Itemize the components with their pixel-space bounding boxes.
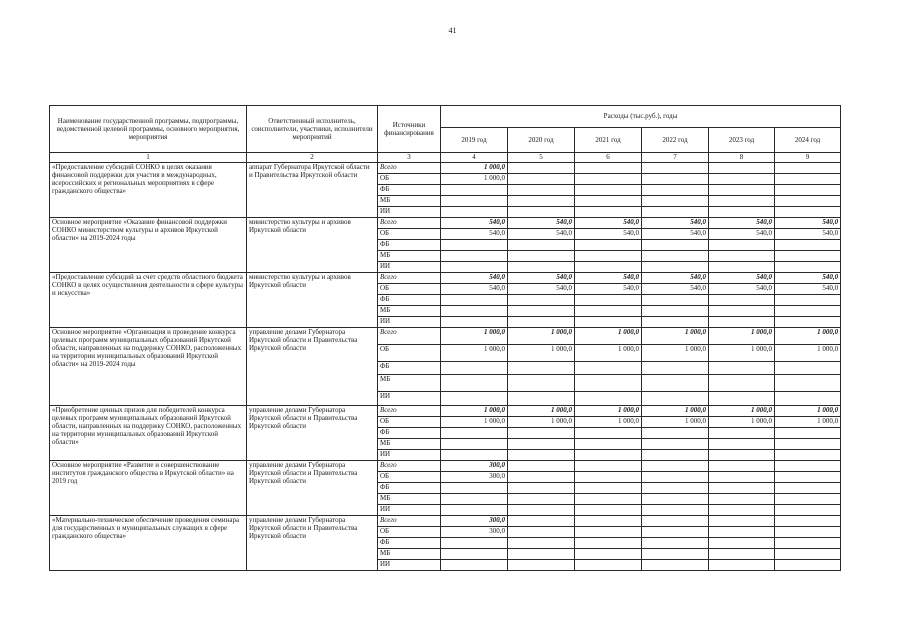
expense-value	[709, 240, 775, 251]
expense-value	[441, 549, 508, 560]
expense-value	[441, 306, 508, 317]
expense-value	[508, 317, 575, 328]
expense-value	[709, 450, 775, 461]
header-year: 2021 год	[575, 128, 642, 153]
expense-value	[775, 163, 841, 174]
expense-value	[508, 362, 575, 375]
expense-value	[508, 450, 575, 461]
expense-value	[642, 549, 709, 560]
expense-value: 540,0	[441, 229, 508, 240]
expense-value	[508, 251, 575, 262]
expense-value	[575, 428, 642, 439]
funding-source: ИИ	[378, 392, 441, 406]
funding-source: МБ	[378, 375, 441, 392]
expense-value	[642, 295, 709, 306]
expense-value: 300,0	[441, 461, 508, 472]
expense-value	[575, 185, 642, 196]
expense-value	[575, 375, 642, 392]
expense-value	[709, 174, 775, 185]
funding-source: ОБ	[378, 472, 441, 483]
expense-value: 540,0	[642, 229, 709, 240]
program-name: «Предоставление субсидий СОНКО в целях оказания финансовой поддержки для участия в международных, всероссийских и региональных мероприятиях в сфере гражданского общества»	[50, 163, 247, 218]
expense-value	[508, 295, 575, 306]
table-row	[50, 406, 841, 417]
header-year: 2020 год	[508, 128, 575, 153]
expense-value: 540,0	[775, 284, 841, 295]
column-number: 5	[508, 153, 575, 163]
program-name: «Приобретение ценных призов для победителей конкурса целевых программ муниципальных образований Иркутской области, направленных на поддержку СОНКО, расположенных на территории муниципальных образований Иркутской области»	[50, 406, 247, 461]
expense-value	[575, 392, 642, 406]
funding-source: ОБ	[378, 345, 441, 362]
expense-value	[775, 560, 841, 571]
expense-value	[575, 174, 642, 185]
expense-value	[575, 516, 642, 527]
funding-source: ФБ	[378, 362, 441, 375]
expense-value: 540,0	[441, 218, 508, 229]
funding-source: МБ	[378, 306, 441, 317]
expense-value	[642, 174, 709, 185]
table-row	[50, 163, 841, 174]
expense-value	[775, 472, 841, 483]
expense-value: 540,0	[575, 273, 642, 284]
expense-value: 1 000,0	[575, 417, 642, 428]
expense-value: 1 000,0	[709, 328, 775, 345]
expense-value	[709, 472, 775, 483]
expense-value	[709, 392, 775, 406]
header-name: Наименование государственной программы, подпрограммы, ведомственной целевой программы, основного мероприятия, мероприятия	[50, 106, 247, 153]
expense-value	[441, 439, 508, 450]
expense-value	[508, 560, 575, 571]
expense-value: 540,0	[508, 273, 575, 284]
funding-source: ФБ	[378, 185, 441, 196]
funding-source: ОБ	[378, 284, 441, 295]
expense-value	[575, 196, 642, 207]
executor-name: управление делами Губернатора Иркутской области и Правительства Иркутской области	[247, 406, 378, 461]
funding-source: Всего	[378, 163, 441, 174]
expense-value: 1 000,0	[575, 328, 642, 345]
expense-value	[709, 295, 775, 306]
expense-value	[775, 516, 841, 527]
expense-value	[775, 295, 841, 306]
expense-value	[709, 516, 775, 527]
expense-value	[775, 549, 841, 560]
expense-value: 1 000,0	[642, 417, 709, 428]
executor-name: управление делами Губернатора Иркутской области и Правительства Иркутской области	[247, 328, 378, 406]
expense-value	[775, 317, 841, 328]
expense-value	[775, 375, 841, 392]
expense-value	[575, 439, 642, 450]
funding-source: МБ	[378, 251, 441, 262]
header-year: 2023 год	[709, 128, 775, 153]
expense-value	[441, 251, 508, 262]
funding-source: ФБ	[378, 538, 441, 549]
expense-value	[441, 185, 508, 196]
funding-source: ФБ	[378, 295, 441, 306]
expense-value	[642, 317, 709, 328]
expense-value	[642, 240, 709, 251]
header-expenses: Расходы (тыс.руб.), годы	[441, 106, 841, 128]
expense-value	[709, 163, 775, 174]
expense-value	[575, 494, 642, 505]
funding-source: МБ	[378, 196, 441, 207]
column-number: 3	[378, 153, 441, 163]
funding-source: ОБ	[378, 174, 441, 185]
expense-value	[508, 207, 575, 218]
expense-value: 300,0	[441, 472, 508, 483]
expense-value	[575, 505, 642, 516]
expense-value: 540,0	[441, 273, 508, 284]
expense-value	[441, 362, 508, 375]
funding-source: ОБ	[378, 527, 441, 538]
expense-value	[642, 505, 709, 516]
expense-value	[642, 494, 709, 505]
expense-value	[508, 549, 575, 560]
expense-value	[709, 306, 775, 317]
expense-value: 1 000,0	[575, 406, 642, 417]
expense-value	[775, 174, 841, 185]
expense-value	[775, 251, 841, 262]
expense-value	[508, 375, 575, 392]
page-number: 41	[448, 26, 457, 35]
expense-value	[709, 251, 775, 262]
funding-source: МБ	[378, 549, 441, 560]
expense-value: 540,0	[441, 284, 508, 295]
expense-value	[441, 560, 508, 571]
expense-value	[709, 207, 775, 218]
expense-value	[642, 375, 709, 392]
expense-value: 1 000,0	[441, 174, 508, 185]
expense-value	[441, 483, 508, 494]
program-name: Основное мероприятие «Развитие и совершенствование институтов гражданского общества в Иркутской области» на 2019 год	[50, 461, 247, 516]
expense-value: 540,0	[709, 284, 775, 295]
expense-value	[709, 439, 775, 450]
expense-value: 540,0	[775, 218, 841, 229]
header-executor: Ответственный исполнитель, соисполнители, участники, исполнители мероприятий	[247, 106, 378, 153]
expense-value	[575, 317, 642, 328]
expense-value	[508, 538, 575, 549]
expense-value	[709, 505, 775, 516]
expense-value	[508, 392, 575, 406]
expense-value	[575, 163, 642, 174]
expense-value: 1 000,0	[642, 328, 709, 345]
expense-value: 1 000,0	[508, 417, 575, 428]
expense-value	[575, 306, 642, 317]
expense-value	[508, 262, 575, 273]
expense-value: 1 000,0	[508, 328, 575, 345]
expense-value	[642, 560, 709, 571]
table-row	[50, 218, 841, 229]
expense-value	[508, 505, 575, 516]
expense-value	[642, 392, 709, 406]
expense-value	[508, 527, 575, 538]
table-row	[50, 328, 841, 345]
expense-value	[775, 505, 841, 516]
program-name: Основное мероприятие «Оказание финансовой поддержки СОНКО министерством культуры и архивов Иркутской области» на 2019-2024 годы	[50, 218, 247, 273]
expense-value	[775, 185, 841, 196]
expense-value	[575, 538, 642, 549]
expense-value	[642, 262, 709, 273]
expense-value	[775, 494, 841, 505]
expense-value	[709, 483, 775, 494]
expense-value	[709, 362, 775, 375]
expense-value: 540,0	[508, 229, 575, 240]
expense-value: 1 000,0	[441, 163, 508, 174]
executor-name: министерство культуры и архивов Иркутской области	[247, 218, 378, 273]
expense-value	[441, 392, 508, 406]
expense-value	[508, 306, 575, 317]
expense-value: 540,0	[642, 284, 709, 295]
expense-value	[575, 472, 642, 483]
expense-value: 1 000,0	[508, 345, 575, 362]
expense-value	[775, 196, 841, 207]
expense-value: 1 000,0	[642, 406, 709, 417]
expense-value	[642, 483, 709, 494]
expense-value	[441, 295, 508, 306]
funding-source: ИИ	[378, 560, 441, 571]
expense-value	[642, 450, 709, 461]
expense-value	[709, 317, 775, 328]
executor-name: управление делами Губернатора Иркутской области и Правительства Иркутской области	[247, 516, 378, 571]
expense-value	[775, 450, 841, 461]
expense-value: 540,0	[775, 273, 841, 284]
expense-value	[508, 185, 575, 196]
expense-value: 540,0	[709, 229, 775, 240]
expense-value	[441, 240, 508, 251]
budget-table	[49, 105, 841, 571]
expense-value: 540,0	[709, 273, 775, 284]
funding-source: МБ	[378, 494, 441, 505]
funding-source: Всего	[378, 218, 441, 229]
funding-source: ФБ	[378, 240, 441, 251]
expense-value: 1 000,0	[642, 345, 709, 362]
funding-source: ИИ	[378, 207, 441, 218]
expense-value	[775, 428, 841, 439]
funding-source: ФБ	[378, 428, 441, 439]
expense-value	[575, 483, 642, 494]
expense-value	[775, 483, 841, 494]
funding-source: ОБ	[378, 417, 441, 428]
expense-value: 540,0	[508, 284, 575, 295]
expense-value	[709, 262, 775, 273]
expense-value: 1 000,0	[709, 417, 775, 428]
expense-value	[508, 163, 575, 174]
funding-source: ИИ	[378, 450, 441, 461]
funding-source: Всего	[378, 273, 441, 284]
funding-source: ИИ	[378, 262, 441, 273]
column-number: 6	[575, 153, 642, 163]
column-number: 2	[247, 153, 378, 163]
program-name: «Предоставление субсидий за счет средств областного бюджета СОНКО в целях осуществления деятельности в сфере культуры и искусства»	[50, 273, 247, 328]
program-name: Основное мероприятие «Организация и проведение конкурса целевых программ муниципальных образований Иркутской области, направленных на поддержку СОНКО, расположенных на территории муниципальных образований Иркутской области» на 2019-2024 годы	[50, 328, 247, 406]
expense-value	[441, 428, 508, 439]
expense-value: 300,0	[441, 516, 508, 527]
expense-value: 1 000,0	[775, 417, 841, 428]
expense-value	[575, 461, 642, 472]
expense-value	[642, 439, 709, 450]
header-source: Источники финансирования	[378, 106, 441, 153]
expense-value: 1 000,0	[575, 345, 642, 362]
expense-value	[775, 240, 841, 251]
expense-value	[508, 240, 575, 251]
expense-value: 540,0	[642, 218, 709, 229]
expense-value	[508, 494, 575, 505]
expense-value	[775, 538, 841, 549]
expense-value	[709, 560, 775, 571]
expense-value	[508, 483, 575, 494]
expense-value	[508, 196, 575, 207]
expense-value: 1 000,0	[441, 417, 508, 428]
expense-value	[709, 527, 775, 538]
funding-source: ИИ	[378, 505, 441, 516]
expense-value	[709, 538, 775, 549]
table-body	[50, 163, 841, 571]
funding-source: ФБ	[378, 483, 441, 494]
expense-value: 300,0	[441, 527, 508, 538]
expense-value	[441, 262, 508, 273]
funding-source: ОБ	[378, 229, 441, 240]
expense-value	[775, 306, 841, 317]
expense-value	[775, 527, 841, 538]
expense-value	[709, 196, 775, 207]
expense-value: 540,0	[775, 229, 841, 240]
expense-value	[575, 549, 642, 560]
expense-value	[575, 527, 642, 538]
expense-value: 1 000,0	[709, 406, 775, 417]
expense-value	[775, 392, 841, 406]
expense-value: 1 000,0	[508, 406, 575, 417]
table-row	[50, 273, 841, 284]
expense-value	[642, 306, 709, 317]
table-row	[50, 461, 841, 472]
expense-value	[642, 163, 709, 174]
expense-value: 1 000,0	[775, 406, 841, 417]
expense-value	[642, 251, 709, 262]
expense-value: 540,0	[508, 218, 575, 229]
expense-value	[642, 538, 709, 549]
column-number: 1	[50, 153, 247, 163]
expense-value	[508, 439, 575, 450]
column-number: 9	[775, 153, 841, 163]
funding-source: МБ	[378, 439, 441, 450]
expense-value	[642, 428, 709, 439]
expense-value	[508, 428, 575, 439]
expense-value	[441, 196, 508, 207]
expense-value: 1 000,0	[709, 345, 775, 362]
header-year: 2019 год	[441, 128, 508, 153]
expense-value	[775, 439, 841, 450]
executor-name: управление делами Губернатора Иркутской области и Правительства Иркутской области	[247, 461, 378, 516]
header-year: 2022 год	[642, 128, 709, 153]
expense-value	[775, 461, 841, 472]
funding-source: Всего	[378, 461, 441, 472]
expense-value: 540,0	[709, 218, 775, 229]
header-year: 2024 год	[775, 128, 841, 153]
expense-value: 540,0	[642, 273, 709, 284]
expense-value	[775, 362, 841, 375]
expense-value	[508, 472, 575, 483]
expense-value	[441, 375, 508, 392]
funding-source: Всего	[378, 516, 441, 527]
expense-value	[642, 362, 709, 375]
expense-value	[575, 560, 642, 571]
executor-name: аппарат Губернатора Иркутской области и Правительства Иркутской области	[247, 163, 378, 218]
expense-value	[441, 505, 508, 516]
expense-value	[575, 362, 642, 375]
funding-source: Всего	[378, 328, 441, 345]
expense-value	[709, 461, 775, 472]
expense-value: 540,0	[575, 284, 642, 295]
expense-value: 1 000,0	[775, 328, 841, 345]
expense-value	[441, 207, 508, 218]
column-number: 4	[441, 153, 508, 163]
expense-value	[575, 295, 642, 306]
expense-value: 1 000,0	[441, 406, 508, 417]
expense-value	[441, 317, 508, 328]
expense-value: 1 000,0	[441, 345, 508, 362]
expense-value	[441, 450, 508, 461]
column-number: 7	[642, 153, 709, 163]
funding-source: ИИ	[378, 317, 441, 328]
executor-name: министерство культуры и архивов Иркутской области	[247, 273, 378, 328]
expense-value: 540,0	[575, 218, 642, 229]
expense-value: 1 000,0	[441, 328, 508, 345]
expense-value	[642, 527, 709, 538]
expense-value	[575, 450, 642, 461]
expense-value	[441, 538, 508, 549]
expense-value	[709, 428, 775, 439]
expense-value	[642, 516, 709, 527]
expense-value	[642, 207, 709, 218]
column-number-row	[50, 153, 841, 163]
expense-value: 540,0	[575, 229, 642, 240]
expense-value	[642, 196, 709, 207]
expense-value	[508, 461, 575, 472]
expense-value	[642, 185, 709, 196]
expense-value	[575, 240, 642, 251]
column-number: 8	[709, 153, 775, 163]
expense-value	[508, 174, 575, 185]
expense-value	[575, 262, 642, 273]
expense-value	[775, 207, 841, 218]
expense-value: 1 000,0	[775, 345, 841, 362]
expense-value	[775, 262, 841, 273]
expense-value	[642, 461, 709, 472]
expense-value	[642, 472, 709, 483]
program-name: «Материально-техническое обеспечение проведения семинара для государственных и муниципальных служащих в сфере гражданского общества»	[50, 516, 247, 571]
expense-value	[709, 185, 775, 196]
expense-value	[441, 494, 508, 505]
expense-value	[709, 549, 775, 560]
expense-value	[709, 375, 775, 392]
expense-value	[575, 207, 642, 218]
funding-source: Всего	[378, 406, 441, 417]
expense-value	[709, 494, 775, 505]
expense-value	[575, 251, 642, 262]
table-row	[50, 516, 841, 527]
expense-value	[508, 516, 575, 527]
